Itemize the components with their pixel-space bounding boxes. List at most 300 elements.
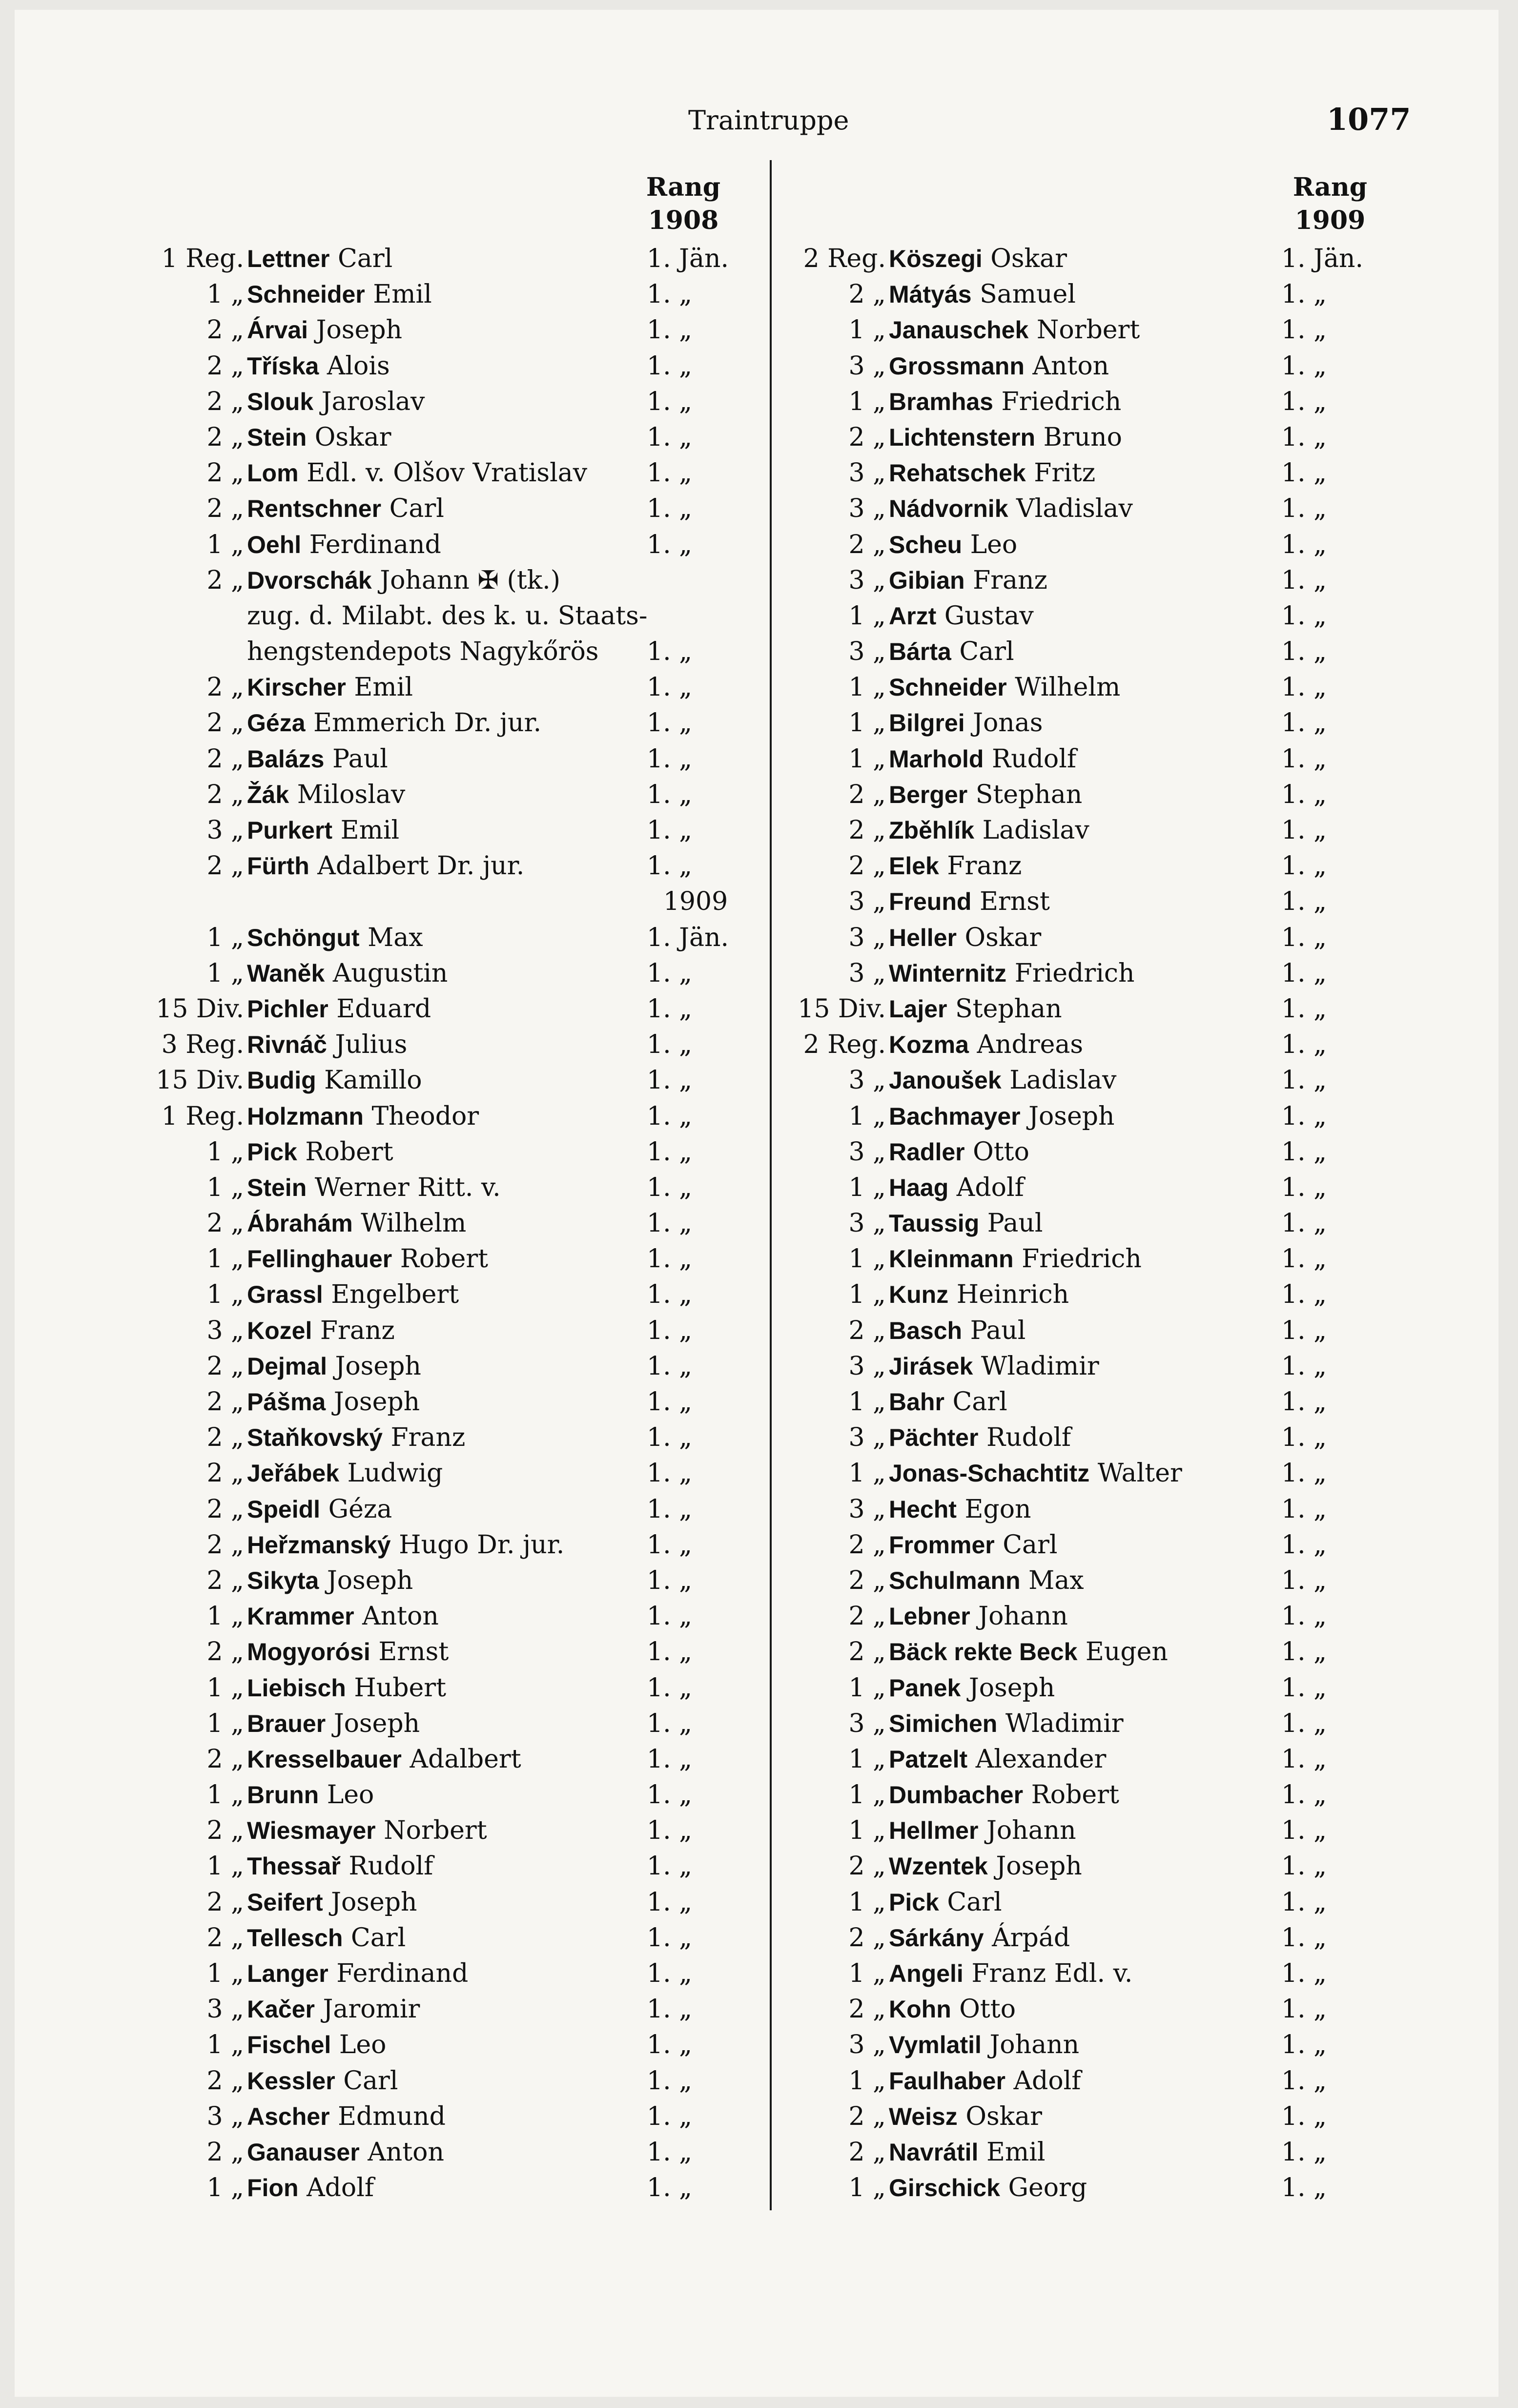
surname: Elek (889, 852, 939, 880)
surname: Bachmayer (889, 1102, 1021, 1130)
person-name (247, 741, 388, 777)
given-name: Anton (362, 1602, 439, 1631)
list-item (774, 1027, 1394, 1063)
surname: Hecht (889, 1495, 957, 1523)
given-name: Leo (327, 1780, 374, 1810)
person-name (889, 1170, 1024, 1206)
person-name (889, 1956, 1132, 1992)
surname: Waněk (247, 959, 325, 987)
given-name: Ernst (979, 887, 1050, 917)
unit-prefix: 2 „ (206, 744, 244, 774)
list-item (774, 241, 1394, 277)
given-name: Joseph (968, 1673, 1055, 1703)
given-name: Jaromir (323, 1995, 420, 2024)
rank-date: 1. „ (647, 994, 693, 1024)
rank-date: 1. „ (647, 1530, 693, 1560)
given-name: Otto (973, 1137, 1029, 1167)
unit-prefix: 2 „ (206, 2137, 244, 2167)
surname: Haag (889, 1173, 949, 1201)
rank-date: 1. „ (1281, 923, 1327, 952)
rank-date: 1. „ (1281, 1423, 1327, 1453)
list-item (774, 920, 1394, 956)
rank-date: 1. „ (1281, 2030, 1327, 2060)
unit-prefix: 1 „ (848, 1887, 886, 1917)
person-name (889, 1634, 1168, 1670)
list-item (774, 1349, 1394, 1384)
list-item (132, 1527, 752, 1563)
rank-date: 1. „ (647, 780, 693, 809)
list-item (774, 1885, 1394, 1920)
rank-date: 1. „ (1281, 1244, 1327, 1274)
list-item (132, 670, 752, 705)
given-name: Engelbert (331, 1280, 459, 1310)
list-item (774, 312, 1394, 348)
given-name: Otto (959, 1995, 1016, 2024)
given-name: Wilhelm (361, 1209, 467, 1238)
person-name (889, 598, 1034, 634)
list-item (774, 1992, 1394, 2027)
surname: Winternitz (889, 959, 1007, 987)
surname: Taussig (889, 1210, 980, 1237)
person-name (889, 2027, 1079, 2063)
list-item (132, 1170, 752, 1206)
surname: Radler (889, 1138, 965, 1166)
surname: Janauschek (889, 316, 1029, 344)
list-item (774, 420, 1394, 455)
person-name (247, 1992, 420, 2027)
surname: Árvai (247, 316, 308, 344)
unit-prefix: 1 „ (206, 2030, 244, 2060)
rank-date: 1. „ (1281, 351, 1327, 381)
surname: Holzmann (247, 1102, 364, 1130)
rank-date: 1. „ (1281, 1387, 1327, 1417)
person-name (247, 1563, 413, 1599)
list-item (774, 455, 1394, 491)
rank-date: 1. „ (647, 673, 693, 702)
list-item (132, 420, 752, 455)
unit-prefix: 1 „ (848, 1173, 886, 1202)
rank-date: 1. „ (647, 387, 693, 416)
surname: Kohn (889, 1996, 951, 2023)
person-name (889, 991, 1062, 1027)
surname: Janoušek (889, 1067, 1002, 1094)
given-name: Theodor (371, 1101, 479, 1131)
list-item (774, 1277, 1394, 1313)
surname: Jirásek (889, 1352, 973, 1380)
surname: Stein (247, 423, 307, 451)
person-name (889, 1563, 1084, 1599)
unit-prefix: 1 „ (848, 601, 886, 631)
person-name (247, 1813, 487, 1849)
given-name: Robert (400, 1244, 489, 1274)
given-name: Carl (389, 494, 444, 524)
person-name (247, 1063, 422, 1098)
rank-date: 1. „ (647, 1137, 693, 1167)
surname: Bäck rekte Beck (889, 1638, 1078, 1666)
unit-prefix: 1 „ (848, 708, 886, 738)
rank-date: 1. „ (647, 1173, 693, 1202)
rank-date: 1. „ (1281, 1995, 1327, 2024)
person-name (889, 1599, 1068, 1634)
person-name (889, 634, 1014, 670)
unit-prefix: 1 „ (848, 1780, 886, 1810)
list-item (774, 1170, 1394, 1206)
list-item (774, 1670, 1394, 1706)
unit-prefix: 1 „ (206, 1173, 244, 1202)
person-name (247, 563, 560, 598)
surname: Scheu (889, 531, 963, 558)
surname: Brunn (247, 1781, 319, 1809)
person-name (247, 1027, 407, 1063)
surname: Kresselbauer (247, 1745, 402, 1773)
given-name: Max (1028, 1565, 1084, 1595)
person-name (889, 455, 1095, 491)
unit-prefix: 2 „ (848, 422, 886, 452)
surname: Bahr (889, 1388, 944, 1416)
person-name (889, 349, 1109, 384)
given-name: Adalbert (410, 1744, 521, 1774)
surname: Sárkány (889, 1924, 984, 1952)
list-item (774, 991, 1394, 1027)
person-name (247, 1456, 443, 1491)
unit-prefix: 1 „ (206, 1244, 244, 1274)
person-name (889, 1134, 1029, 1170)
given-name: Joseph (331, 1887, 417, 1917)
given-name: Joseph (327, 1565, 413, 1595)
unit-prefix: 3 „ (848, 1494, 886, 1524)
list-item (132, 277, 752, 312)
unit-prefix: 2 „ (206, 565, 244, 595)
list-item (132, 1492, 752, 1527)
person-name (889, 1992, 1016, 2027)
surname: Lettner (247, 245, 330, 272)
unit-prefix: 2 „ (206, 1530, 244, 1560)
person-name (247, 1241, 488, 1277)
list-item (132, 2135, 752, 2170)
given-name: Oskar (990, 244, 1067, 273)
list-item (132, 1241, 752, 1277)
surname: Lichtenstern (889, 423, 1036, 451)
list-item (774, 1492, 1394, 1527)
rank-date: 1. „ (647, 1280, 693, 1310)
unit-prefix: 2 „ (206, 1744, 244, 1774)
unit-prefix: 2 „ (848, 530, 886, 559)
given-name: Friedrich (1001, 387, 1122, 416)
unit-prefix: 3 „ (848, 1137, 886, 1167)
list-item (132, 2027, 752, 2063)
surname: Wiesmayer (247, 1817, 376, 1845)
person-name (247, 1349, 421, 1384)
left-rang-year: 1908 (648, 206, 719, 235)
surname: Purkert (247, 817, 333, 844)
surname: Weisz (889, 2102, 958, 2130)
person-name (889, 1813, 1076, 1849)
list-item (132, 1813, 752, 1849)
surname: Ascher (247, 2102, 330, 2130)
given-name: Paul (987, 1209, 1043, 1238)
unit-prefix: 3 „ (848, 923, 886, 952)
rank-date: 1. „ (1281, 708, 1327, 738)
list-item (132, 1099, 752, 1134)
surname: Zběhlík (889, 817, 975, 844)
given-name: Joseph (1028, 1101, 1115, 1131)
unit-prefix: 1 „ (848, 315, 886, 345)
list-item (132, 956, 752, 991)
unit-prefix: 2 „ (206, 851, 244, 881)
person-name (889, 1492, 1031, 1527)
unit-prefix: 1 „ (848, 2066, 886, 2096)
list-item (774, 1742, 1394, 1777)
unit-prefix: 1 „ (848, 744, 886, 774)
surname: Hellmer (889, 1817, 979, 1845)
unit-prefix: 1 „ (206, 923, 244, 952)
given-name: Johann (986, 1816, 1076, 1846)
rank-date: 1. „ (1281, 1530, 1327, 1560)
rank-date: 1. „ (1281, 673, 1327, 702)
person-name (247, 1599, 439, 1634)
rank-date: 1. „ (1281, 780, 1327, 809)
surname: Bilgrei (889, 709, 965, 737)
list-item (132, 1134, 752, 1170)
list-item (774, 1456, 1394, 1491)
surname: Thessař (247, 1852, 341, 1880)
unit-prefix: 2 „ (206, 387, 244, 416)
surname: Nádvornik (889, 495, 1008, 523)
list-item (774, 1313, 1394, 1349)
list-item (132, 384, 752, 420)
surname: Rivnáč (247, 1031, 327, 1059)
person-name (247, 1527, 564, 1563)
right-rang-year: 1909 (1294, 206, 1366, 235)
right-rang-heading (1284, 171, 1376, 237)
unit-prefix: 2 „ (848, 1923, 886, 1953)
given-name: Andreas (977, 1030, 1084, 1060)
surname: Berger (889, 781, 968, 808)
unit-prefix: 2 „ (848, 1530, 886, 1560)
rank-date: 1. „ (1281, 1708, 1327, 1738)
person-name (889, 1920, 1070, 1956)
rank-date: 1. „ (1281, 1602, 1327, 1631)
unit-prefix: 2 „ (206, 422, 244, 452)
given-name: Carl (350, 1923, 406, 1953)
person-name (889, 777, 1082, 813)
list-item (774, 1849, 1394, 1884)
given-name: Ladislav (982, 816, 1089, 845)
person-name (889, 1349, 1099, 1384)
unit-prefix: 2 „ (848, 1852, 886, 1881)
rank-date: 1. „ (647, 351, 693, 381)
person-name (247, 777, 405, 813)
given-name: Rudolf (349, 1852, 433, 1881)
given-name: Adolf (1013, 2066, 1081, 2096)
given-name: Julius (335, 1030, 408, 1060)
given-name: Johann (989, 2030, 1080, 2060)
list-item (132, 1992, 752, 2027)
person-name (889, 1384, 1007, 1420)
list-item (774, 349, 1394, 384)
person-name (889, 527, 1017, 563)
unit-prefix: 1 „ (206, 280, 244, 309)
given-name: Jonas (973, 708, 1043, 738)
surname: Schneider (889, 674, 1007, 701)
unit-prefix: 2 „ (206, 1923, 244, 1953)
unit-prefix: 2 „ (206, 780, 244, 809)
surname: Speidl (247, 1495, 321, 1523)
unit-prefix: 3 Reg. (161, 1030, 244, 1060)
rank-date: 1. „ (647, 1030, 693, 1060)
person-name (247, 241, 392, 277)
rank-date: 1. „ (647, 1816, 693, 1846)
rank-date: 1. „ (647, 1351, 693, 1381)
unit-prefix: 2 „ (848, 1565, 886, 1595)
surname: Kozma (889, 1031, 969, 1059)
rank-date: 1. „ (647, 1459, 693, 1488)
rank-date: 1. „ (647, 1244, 693, 1274)
given-name: Fritz (1034, 458, 1096, 488)
surname: Sikyta (247, 1566, 319, 1594)
person-name (247, 705, 541, 741)
rank-date: 1. „ (647, 708, 693, 738)
person-name (247, 349, 390, 384)
unit-prefix: 1 „ (848, 1244, 886, 1274)
unit-prefix: 3 „ (848, 458, 886, 488)
given-name: Eduard (336, 994, 431, 1024)
rank-date: 1. „ (1281, 2173, 1327, 2203)
person-name (889, 1885, 1002, 1920)
unit-prefix: 3 „ (206, 1995, 244, 2024)
given-name: Paul (332, 744, 388, 774)
person-name (247, 1670, 446, 1706)
list-item (774, 1063, 1394, 1098)
person-name (247, 991, 431, 1027)
surname: Brauer (247, 1709, 326, 1737)
surname: Ábrahám (247, 1210, 353, 1237)
rank-date: 1. „ (647, 1673, 693, 1703)
rank-date: 1. „ (647, 1565, 693, 1595)
list-item (774, 491, 1394, 527)
rank-date: 1. „ (1281, 601, 1327, 631)
person-name (889, 2099, 1042, 2135)
given-name: Franz (973, 565, 1047, 595)
list-item (132, 634, 752, 670)
unit-prefix: 3 „ (848, 958, 886, 988)
rank-date: 1. „ (1281, 422, 1327, 452)
person-name (889, 384, 1121, 420)
rank-date: 1. „ (647, 1101, 693, 1131)
rank-date: 1. „ (1281, 530, 1327, 559)
surname: Géza (247, 709, 306, 737)
given-name: Leo (970, 530, 1018, 559)
surname: Tříska (247, 352, 319, 380)
unit-prefix: 3 „ (848, 1351, 886, 1381)
person-name (889, 1706, 1124, 1742)
rank-date: 1. „ (1281, 1780, 1327, 1810)
list-item (132, 2170, 752, 2206)
given-name: Oskar (314, 422, 391, 452)
list-item (132, 527, 752, 563)
given-name: Adolf (307, 2173, 374, 2203)
unit-prefix: 1 Reg. (161, 244, 244, 273)
surname: Kačer (247, 1996, 315, 2023)
unit-prefix: 15 Div. (798, 994, 886, 1024)
given-name: Augustin (332, 958, 448, 988)
rank-date: 1. „ (1281, 1565, 1327, 1595)
unit-prefix: 3 „ (848, 637, 886, 667)
list-item (774, 1706, 1394, 1742)
person-name (247, 2099, 446, 2135)
rank-date: 1. „ (647, 1887, 693, 1917)
person-name (247, 670, 413, 705)
list-item (132, 1420, 752, 1456)
given-name: Franz (320, 1316, 395, 1345)
unit-prefix: 1 „ (848, 673, 886, 702)
surname: Schneider (247, 281, 365, 309)
person-name (247, 491, 444, 527)
surname: Pächter (889, 1424, 979, 1452)
person-name (889, 956, 1134, 991)
surname: Mátyás (889, 281, 972, 309)
given-name: Kamillo (324, 1066, 422, 1095)
person-name (889, 884, 1050, 920)
given-name: Ferdinand (309, 530, 441, 559)
surname: Lebner (889, 1603, 970, 1630)
list-item (774, 2170, 1394, 2206)
rank-date: 1. „ (1281, 1852, 1327, 1881)
given-name: Max (368, 923, 423, 952)
unit-prefix: 1 „ (206, 958, 244, 988)
rank-date: 1. „ (1281, 387, 1327, 416)
unit-prefix: 2 „ (206, 1209, 244, 1238)
list-item (132, 705, 752, 741)
list-item (132, 1956, 752, 1992)
unit-prefix: 15 Div. (156, 1066, 244, 1095)
given-name: Adolf (956, 1173, 1024, 1202)
unit-prefix: 1 „ (848, 1101, 886, 1131)
rank-date: 1. „ (647, 2101, 693, 2131)
person-name (247, 1777, 374, 1813)
rank-date: 1. „ (1281, 851, 1327, 881)
given-name: Oskar (965, 2101, 1043, 2131)
list-item (132, 491, 752, 527)
given-name: Carl (343, 2066, 398, 2096)
rank-date: 1. „ (1281, 958, 1327, 988)
given-name: Joseph (316, 315, 402, 345)
rank-date: 1. „ (1281, 1066, 1327, 1095)
list-item (774, 2099, 1394, 2135)
rank-date: 1. „ (1281, 1173, 1327, 1202)
person-name (247, 2170, 374, 2206)
surname: Heřzmanský (247, 1531, 391, 1559)
person-name (889, 848, 1022, 884)
list-item (774, 670, 1394, 705)
list-item (774, 1527, 1394, 1563)
unit-prefix: 1 „ (206, 2173, 244, 2203)
given-name: Joseph (333, 1708, 420, 1738)
person-name (889, 1670, 1055, 1706)
rank-date: 1. „ (1281, 1494, 1327, 1524)
given-name: Joseph (335, 1351, 421, 1381)
list-item (132, 241, 752, 277)
list-item (774, 1634, 1394, 1670)
person-name (889, 2063, 1081, 2099)
person-name (247, 1885, 417, 1920)
unit-prefix: 2 „ (848, 1316, 886, 1345)
unit-prefix: 2 „ (206, 708, 244, 738)
person-name (247, 384, 425, 420)
unit-prefix: 1 „ (848, 1459, 886, 1488)
list-item (774, 634, 1394, 670)
given-name: Bruno (1043, 422, 1122, 452)
